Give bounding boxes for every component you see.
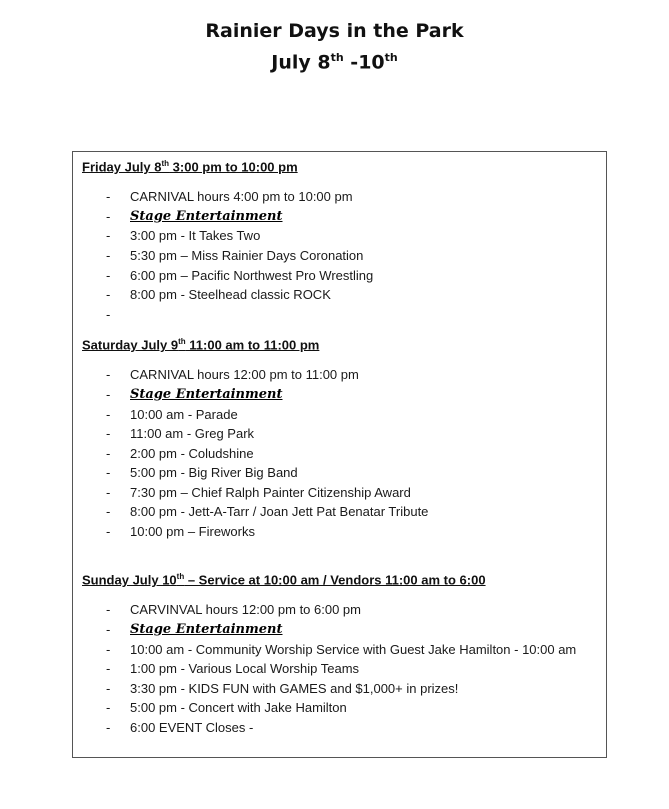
saturday-heading [82, 337, 319, 352]
bullet: - [106, 504, 111, 519]
bullet: - [106, 661, 111, 676]
bullet: - [106, 407, 111, 422]
bullet: - [106, 426, 111, 441]
bullet: - [106, 622, 111, 637]
item-text: 2:00 pm - Coludshine [130, 446, 254, 461]
stage-entertainment-label: Stage Entertainment [130, 387, 283, 402]
bullet: - [106, 720, 111, 735]
sunday-heading-b: – Service at 10:00 am / Vendors 11:00 am to 6:00 [184, 572, 486, 588]
item-text: 7:30 pm – Chief Ralph Painter Citizenship Award [130, 485, 411, 500]
item-text: 8:00 pm - Steelhead classic ROCK [130, 287, 331, 302]
dates-sup-1: th [330, 51, 344, 64]
item-text: 10:00 pm – Fireworks [130, 524, 255, 539]
item-text: 11:00 am - Greg Park [130, 426, 255, 441]
event-dates [0, 51, 669, 73]
item-text: 1:00 pm - Various Local Worship Teams [130, 661, 360, 676]
bullet: - [106, 485, 111, 500]
saturday-heading-sup: th [178, 337, 186, 346]
bullet: - [106, 268, 111, 283]
saturday-heading-b: 11:00 am to 11:00 pm [185, 337, 320, 353]
item-text: 3:30 pm - KIDS FUN with GAMES and $1,000+ in prizes! [130, 681, 459, 696]
stage-entertainment-label: Stage Entertainment [130, 622, 283, 637]
bullet: - [106, 248, 111, 263]
friday-heading-sup: th [161, 159, 170, 168]
item-text: 5:00 pm - Big River Big Band [130, 465, 298, 480]
friday-heading [82, 159, 298, 174]
bullet: - [106, 228, 111, 243]
item-text: 6:00 pm – Pacific Northwest Pro Wrestling [130, 268, 374, 283]
item-text: 6:00 EVENT Closes - [130, 720, 254, 735]
item-text: 3:00 pm - It Takes Two [130, 228, 261, 243]
bullet: - [106, 681, 111, 696]
bullet: - [106, 524, 111, 539]
bullet: - [106, 189, 111, 204]
sunday-heading [82, 572, 486, 587]
bullet: - [106, 307, 111, 322]
item-text: 10:00 am - Parade [130, 407, 238, 422]
sunday-heading-sup: th [176, 572, 185, 581]
dates-mid: -10 [343, 51, 385, 74]
item-text: CARVINVAL hours 12:00 pm to 6:00 pm [130, 602, 361, 617]
item-text: 5:30 pm – Miss Rainier Days Coronation [130, 248, 364, 263]
schedule-box [72, 151, 607, 758]
stage-entertainment-label: Stage Entertainment [130, 209, 283, 224]
item-text: 5:00 pm - Concert with Jake Hamilton [130, 700, 347, 715]
dates-prefix: July 8 [271, 51, 331, 74]
friday-heading-b: 3:00 pm to 10:00 pm [169, 159, 298, 175]
friday-heading-a: Friday July 8 [82, 159, 162, 175]
saturday-heading-a: Saturday July 9 [82, 337, 179, 353]
bullet: - [106, 446, 111, 461]
sunday-heading-a: Sunday July 10 [82, 572, 177, 588]
bullet: - [106, 642, 111, 657]
bullet: - [106, 700, 111, 715]
bullet: - [106, 287, 111, 302]
dates-sup-2: th [384, 51, 398, 64]
bullet: - [106, 209, 111, 224]
bullet: - [106, 387, 111, 402]
bullet: - [106, 602, 111, 617]
item-text: 8:00 pm - Jett-A-Tarr / Joan Jett Pat Benatar Tribute [130, 504, 429, 519]
bullet: - [106, 367, 111, 382]
page-title: Rainier Days in the Park [205, 20, 464, 42]
item-text: CARNIVAL hours 12:00 pm to 11:00 pm [130, 367, 359, 382]
bullet: - [106, 465, 111, 480]
item-text: 10:00 am - Community Worship Service with Guest Jake Hamilton - 10:00 am [130, 642, 577, 657]
item-text: CARNIVAL hours 4:00 pm to 10:00 pm [130, 189, 353, 204]
